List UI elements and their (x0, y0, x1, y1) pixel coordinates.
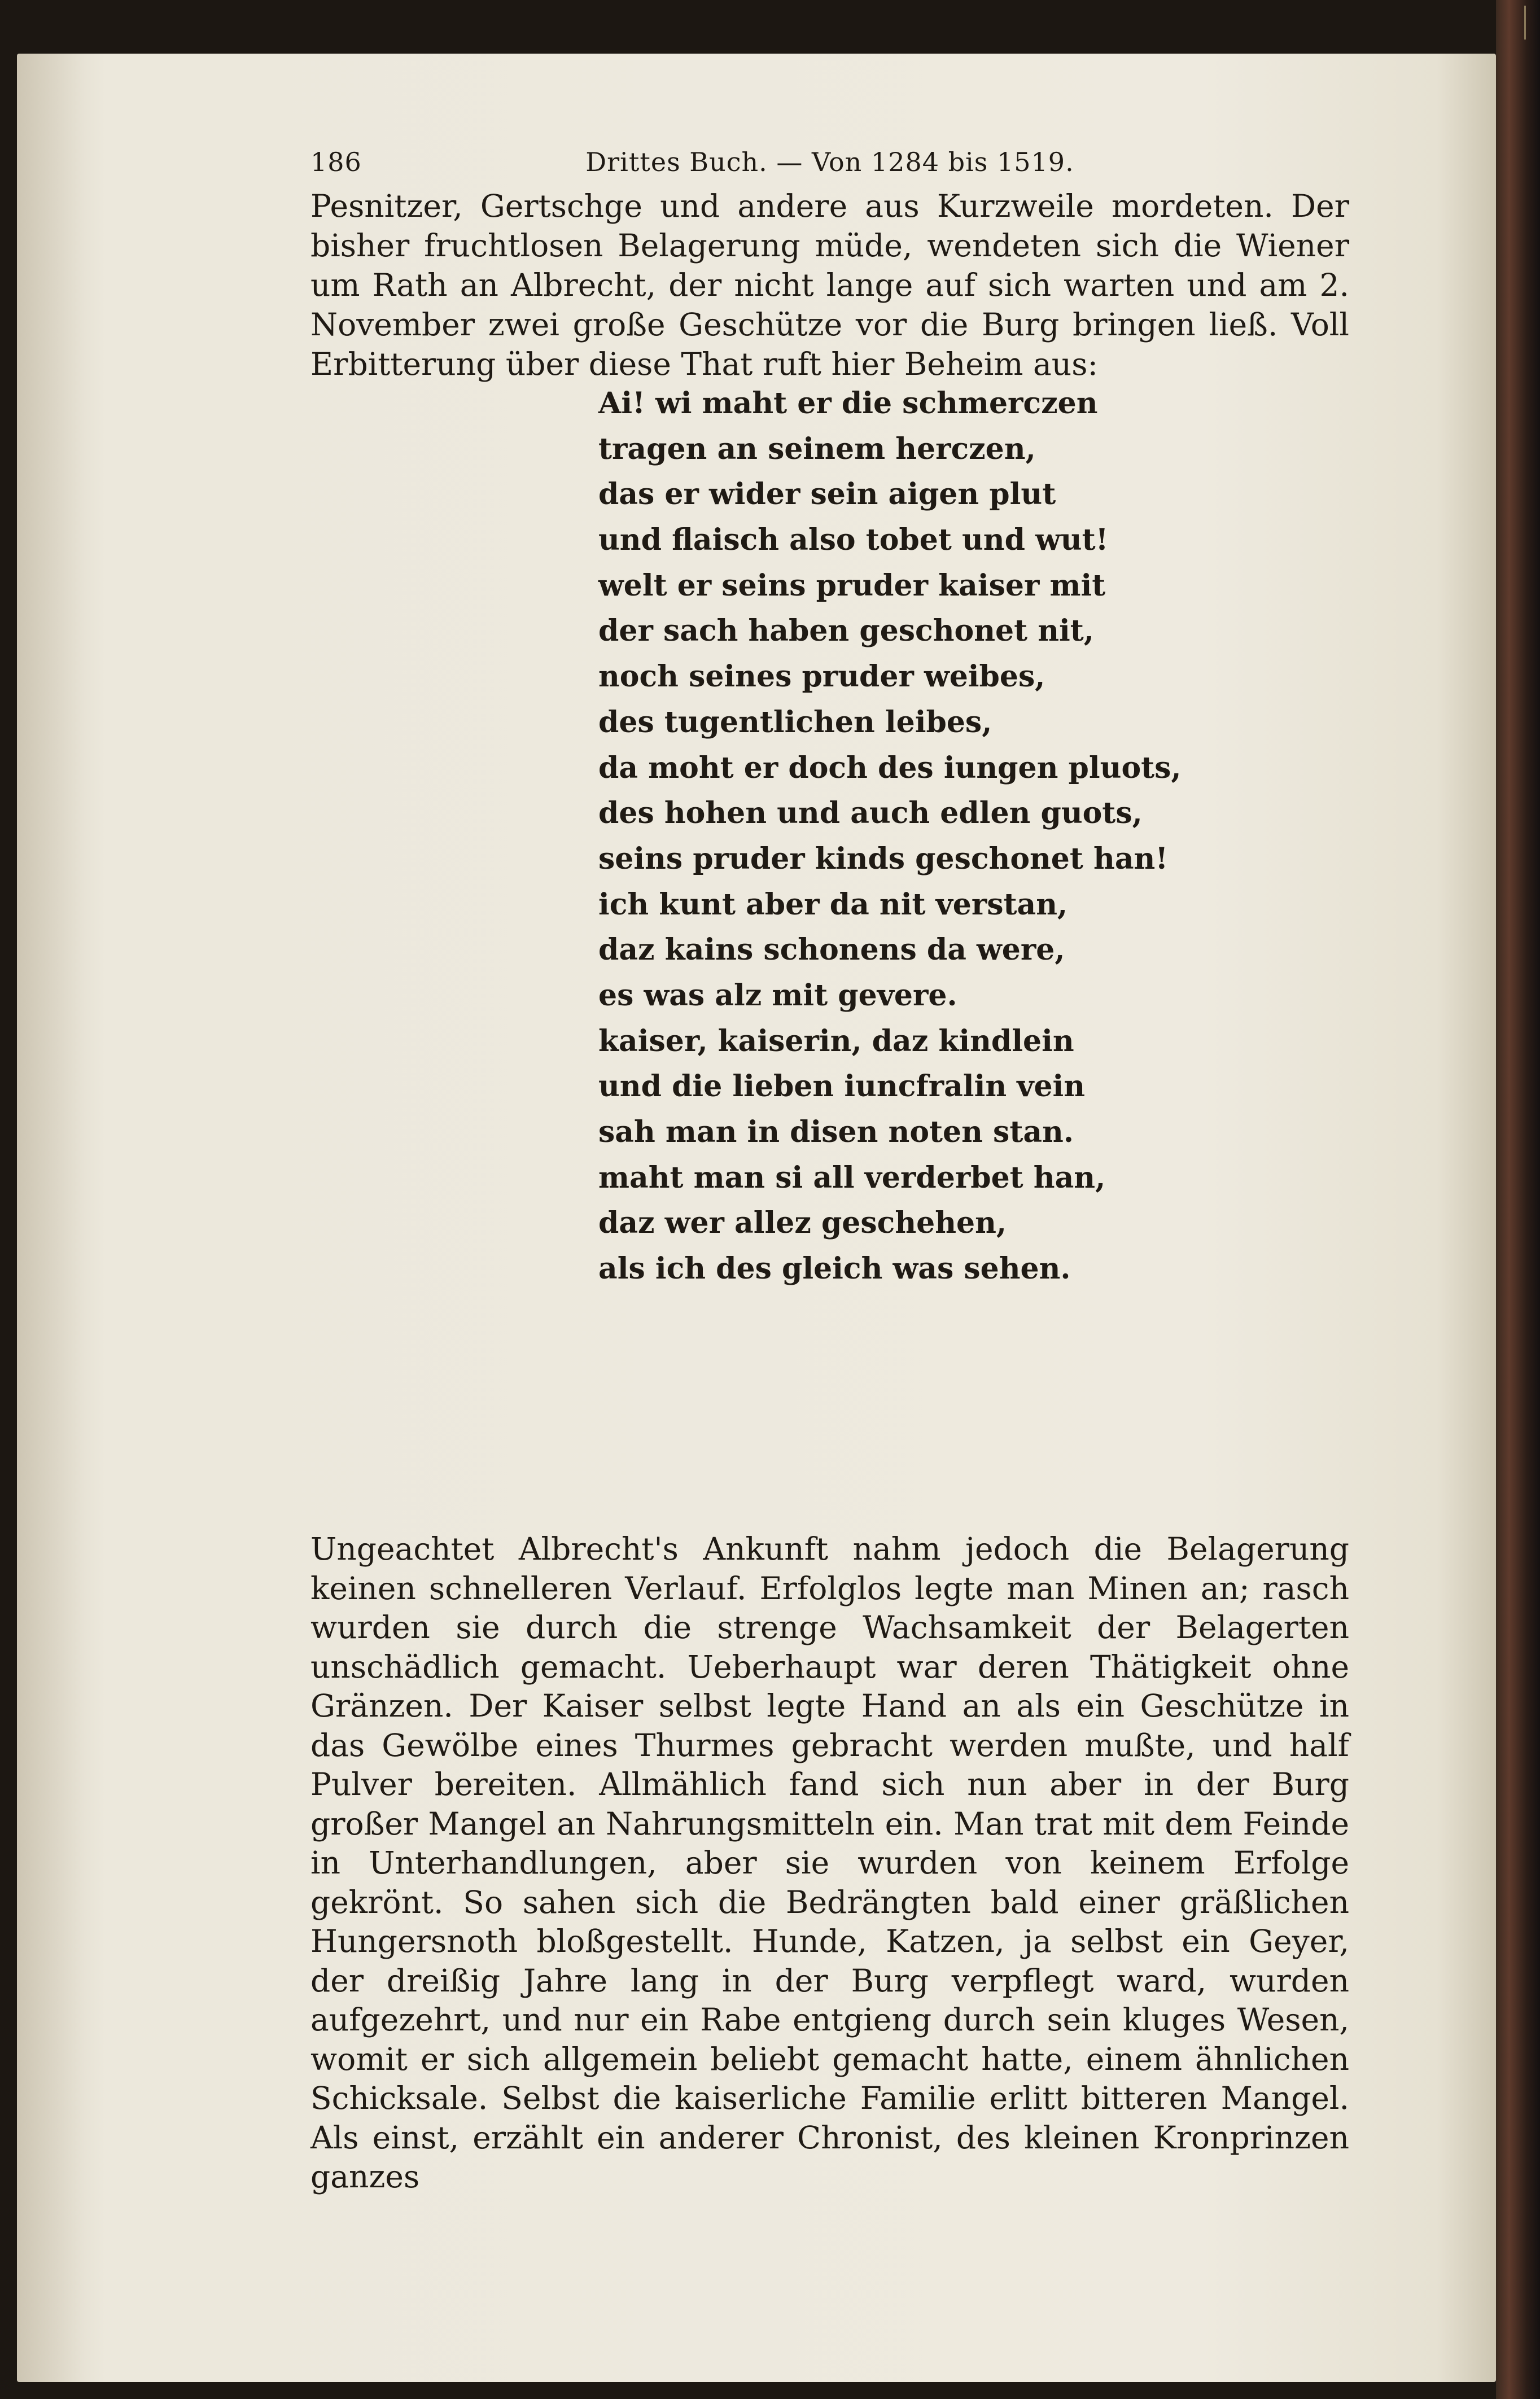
paragraph-2 (310, 1530, 1349, 2197)
poem-line: Ai! wi maht er die schmerczen (598, 386, 1098, 421)
poem-line: und die lieben iuncfralin vein (598, 1069, 1086, 1104)
book-page (17, 54, 1496, 2382)
poem-line: der sach haben geschonet nit, (598, 614, 1094, 649)
poem-line: welt er seins pruder kaiser mit (598, 568, 1106, 603)
poem-line: maht man si all verderbet han, (598, 1160, 1106, 1195)
paragraph-1 (310, 186, 1349, 384)
poem-line: tragen an seinem herczen, (598, 431, 1036, 466)
poem-line: daz wer allez geschehen, (598, 1206, 1007, 1241)
poem-line: es was alz mit gevere. (598, 978, 957, 1013)
poem-line: noch seines pruder weibes, (598, 659, 1045, 694)
poem-line: kaiser, kaiserin, daz kindlein (598, 1023, 1074, 1058)
poem-line: als ich des gleich was sehen. (598, 1251, 1071, 1286)
poem-line: des hohen und auch edlen guots, (598, 796, 1143, 831)
spine-edge (1524, 6, 1526, 40)
running-head: Drittes Buch. — Von 1284 bis 1519. (585, 147, 1074, 177)
book-spine (1496, 0, 1540, 2399)
paragraph-2-text: Ungeachtet Albrecht's Ankunft nahm jedoch die Belagerung keinen schnelleren Verlauf. Erfolglos legte man Minen an; rasch wurden sie durch die strenge Wachsamkeit der Belagerten unschädlich gemacht. Ueberhaupt war deren Thätigkeit ohne Gränzen. Der Kaiser selbst legte Hand an als ein Geschütze in das Gewölbe eines Thurmes gebracht werden mußte, und half Pulver bereiten. Allmählich fand sich nun aber in der Burg großer Mangel an Nahrungsmitteln ein. Man trat mit dem Feinde in Unterhandlungen, aber sie wurden von keinem Erfolge gekrönt. So sahen sich die Bedrängten bald einer gräßlichen Hungersnoth bloßgestellt. Hunde, Katzen, ja selbst ein Geyer, der dreißig Jahre lang in der Burg verpflegt ward, wurden aufgezehrt, und nur ein Rabe entgieng durch sein kluges Wesen, womit er sich allgemein beliebt gemacht hatte, einem ähnlichen Schicksale. Selbst die kaiserliche Familie erlitt bitteren Mangel. Als einst, erzählt ein anderer Chronist, des kleinen Kronprinzen ganzes (310, 1531, 1349, 2195)
poem-line: seins pruder kinds geschonet han! (598, 841, 1169, 876)
poem-line: ich kunt aber da nit verstan, (598, 887, 1068, 922)
poem-line: sah man in disen noten stan. (598, 1115, 1074, 1149)
paragraph-1-text: Pesnitzer, Gertschge und andere aus Kurzweile mordeten. Der bisher fruchtlosen Belagerung müde, wendeten sich die Wiener um Rath an Albrecht, der nicht lange auf sich warten und am 2. November zwei große Geschütze vor die Burg bringen ließ. Voll Erbitterung über diese That ruft hier Beheim aus: (310, 188, 1349, 382)
poem (598, 381, 1182, 1292)
gutter-shadow (17, 54, 85, 2382)
page-number: 186 (310, 147, 362, 177)
poem-line: da moht er doch des iungen pluots, (598, 750, 1182, 785)
poem-line: und flaisch also tobet und wut! (598, 523, 1109, 558)
poem-line: daz kains schonens da were, (598, 933, 1065, 968)
page-header (310, 147, 1349, 186)
poem-line: des tugentlichen leibes, (598, 704, 992, 739)
poem-line: das er wider sein aigen plut (598, 477, 1056, 512)
